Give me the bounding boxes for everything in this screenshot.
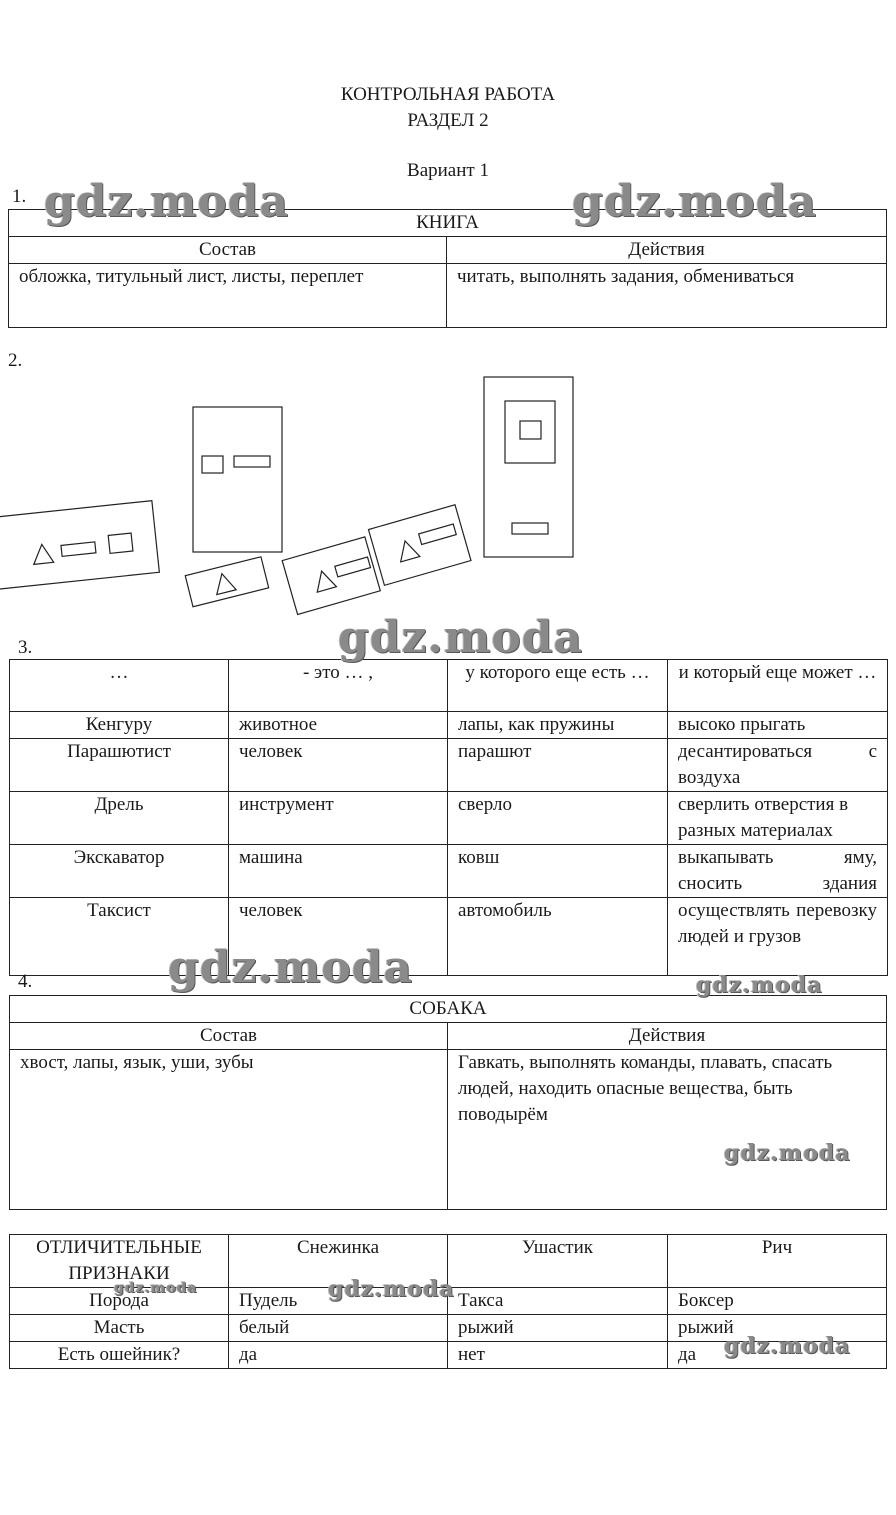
tall-card-right [484, 377, 573, 557]
task4-col2-header: Действия [448, 1023, 887, 1050]
task3-cell: Дрель [10, 792, 229, 845]
task3-cell: Кенгуру [10, 712, 229, 739]
task4-title: СОБАКА [10, 996, 887, 1023]
task2-shapes-figure [0, 370, 600, 630]
square-frame [505, 401, 555, 463]
task3-cell: Таксист [10, 898, 229, 976]
task3-cell: животное [229, 712, 448, 739]
task1-number: 1. [12, 186, 27, 207]
tilted-card-left [0, 501, 159, 591]
rectangle-icon [335, 557, 371, 577]
watermark: gdz.moda [168, 942, 414, 993]
task3-cell: десантироваться с воздуха [668, 739, 888, 792]
task1-title: КНИГА [9, 210, 887, 237]
task3-cell: машина [229, 845, 448, 898]
task5-header-2: Ушастик [448, 1235, 668, 1288]
rectangle-icon [61, 542, 96, 556]
task5-cell: рыжий [448, 1315, 668, 1342]
table-row [10, 898, 888, 976]
rectangle-icon [419, 524, 457, 544]
table-row [10, 792, 888, 845]
task2-number: 2. [8, 350, 23, 371]
triangle-icon [395, 538, 419, 562]
task3-number: 3. [18, 637, 33, 658]
task5-cell: нет [448, 1342, 668, 1369]
task3-cell: сверло [448, 792, 668, 845]
task3-header-2: у которого еще есть … [448, 660, 668, 712]
triangle-icon [32, 543, 54, 564]
square-icon [520, 421, 541, 439]
task5-cell: да [229, 1342, 448, 1369]
table-row [10, 845, 888, 898]
variant-title: Вариант 1 [407, 160, 489, 181]
task5-cell: Боксер [668, 1288, 887, 1315]
watermark: gdz.moda [114, 1280, 198, 1296]
task1-cell-actions: читать, выполнять задания, обмениваться [447, 264, 887, 328]
task5-cell: Такса [448, 1288, 668, 1315]
small-tilted-card [185, 557, 268, 607]
table-row [10, 739, 888, 792]
task3-cell: человек [229, 898, 448, 976]
task3-cell: Парашютист [10, 739, 229, 792]
task5-cell: да [668, 1342, 887, 1369]
task3-cell: сверлить отверстия в разных материалах [668, 792, 888, 845]
tilted-card-middle [282, 537, 380, 615]
task5-header-1: Снежинка [229, 1235, 448, 1288]
task3-cell: парашют [448, 739, 668, 792]
task3-table [9, 659, 888, 976]
task5-cell: рыжий [668, 1315, 887, 1342]
task3-cell: автомобиль [448, 898, 668, 976]
rectangle-icon [234, 456, 270, 467]
task3-cell: высоко прыгать [668, 712, 888, 739]
task3-cell: осуществлять перевозку людей и грузов [668, 898, 888, 976]
task3-cell: лапы, как пружины [448, 712, 668, 739]
task4-cell-composition: хвост, лапы, язык, уши, зубы [10, 1050, 448, 1210]
task3-cell: инструмент [229, 792, 448, 845]
task5-cell: Порода [10, 1288, 229, 1315]
triangle-icon [212, 571, 236, 594]
task5-cell: белый [229, 1315, 448, 1342]
task1-col2-header: Действия [447, 237, 887, 264]
table-row [10, 712, 888, 739]
task3-header-1: - это … , [229, 660, 448, 712]
square-icon [108, 533, 133, 553]
watermark: gdz.moda [724, 1333, 851, 1359]
tall-card [193, 407, 282, 552]
task4-table [9, 995, 887, 1210]
task1-cell-composition: обложка, титульный лист, листы, переплет [9, 264, 447, 328]
task3-header-0: … [10, 660, 229, 712]
task3-cell: ковш [448, 845, 668, 898]
watermark: gdz.moda [328, 1276, 455, 1302]
tilted-card-right [368, 505, 471, 586]
task5-cell: Есть ошейник? [10, 1342, 229, 1369]
watermark: gdz.moda [572, 176, 818, 227]
watermark: gdz.moda [44, 176, 290, 227]
task3-header-3: и который еще может … [668, 660, 888, 712]
section-title: РАЗДЕЛ 2 [407, 110, 489, 131]
task5-header-3: Рич [668, 1235, 887, 1288]
task3-cell: человек [229, 739, 448, 792]
task5-cell: Пудель [229, 1288, 448, 1315]
page-title: КОНТРОЛЬНАЯ РАБОТА [340, 84, 556, 105]
square-icon [202, 456, 223, 473]
triangle-icon [312, 568, 336, 592]
task1-col1-header: Состав [9, 237, 447, 264]
watermark: gdz.moda [696, 972, 823, 998]
task4-number: 4. [18, 971, 33, 992]
task4-cell-actions: Гавкать, выполнять команды, плавать, спасать людей, находить опасные вещества, быть поводырём [448, 1050, 887, 1210]
task4-col1-header: Состав [10, 1023, 448, 1050]
watermark: gdz.moda [724, 1140, 851, 1166]
task3-cell: Экскаватор [10, 845, 229, 898]
rectangle-icon [512, 523, 548, 534]
watermark: gdz.moda [338, 612, 584, 663]
task5-cell: Масть [10, 1315, 229, 1342]
task3-cell: выкапывать яму, сносить здания [668, 845, 888, 898]
task5-header-0: ОТЛИЧИТЕЛЬНЫЕ ПРИЗНАКИ [10, 1235, 229, 1288]
